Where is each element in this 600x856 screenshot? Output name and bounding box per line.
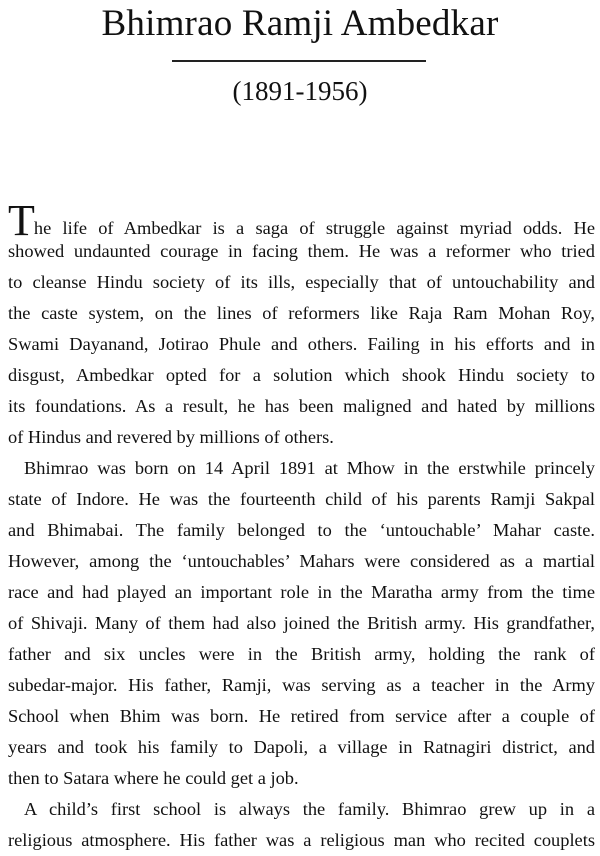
line-text: father and six uncles were in the British army, holding the rank of bbox=[8, 644, 595, 664]
line-text: religious atmosphere. His father was a religious man who recited couplets bbox=[8, 830, 595, 850]
text-line bbox=[8, 701, 595, 732]
line-text: then to Satara where he could get a job. bbox=[8, 768, 299, 788]
line-text: of Hindus and revered by millions of others. bbox=[8, 427, 334, 447]
paragraph bbox=[8, 196, 595, 453]
line-text: its foundations. As a result, he has been maligned and hated by millions bbox=[8, 396, 595, 416]
line-text: the caste system, on the lines of reformers like Raja Ram Mohan Roy, bbox=[8, 303, 595, 323]
text-line bbox=[8, 546, 595, 577]
chapter-title: Bhimrao Ramji Ambedkar bbox=[101, 3, 499, 44]
text-line bbox=[8, 196, 595, 245]
line-text: showed undaunted courage in facing them. He was a reformer who tried bbox=[8, 241, 595, 261]
paragraph bbox=[8, 794, 595, 856]
text-line bbox=[8, 732, 595, 763]
line-text: Bhimrao was born on 14 April 1891 at Mhow in the erstwhile princely bbox=[24, 458, 595, 478]
text-line bbox=[8, 484, 595, 515]
text-line bbox=[8, 329, 595, 360]
text-line bbox=[8, 825, 595, 856]
text-line bbox=[8, 360, 595, 391]
chapter-years: (1891-1956) bbox=[232, 76, 368, 106]
line-text: However, among the ‘untouchables’ Mahars were considered as a martial bbox=[8, 551, 595, 571]
line-text: race and had played an important role in the Maratha army from the time bbox=[8, 582, 595, 602]
line-text: state of Indore. He was the fourteenth child of his parents Ramji Sakpal bbox=[8, 489, 595, 509]
text-line bbox=[8, 422, 595, 453]
paragraph bbox=[8, 453, 595, 794]
drop-cap: T bbox=[8, 196, 35, 245]
line-text: he life of Ambedkar is a saga of struggle against myriad odds. He bbox=[33, 218, 595, 238]
line-text: disgust, Ambedkar opted for a solution which shook Hindu society to bbox=[8, 365, 595, 385]
line-text: subedar-major. His father, Ramji, was serving as a teacher in the Army bbox=[8, 675, 595, 695]
text-line bbox=[8, 577, 595, 608]
line-text: of Shivaji. Many of them had also joined the British army. His grandfather, bbox=[8, 613, 595, 633]
line-text: Swami Dayanand, Jotirao Phule and others. Failing in his efforts and in bbox=[8, 334, 595, 354]
line-text: to cleanse Hindu society of its ills, especially that of untouchability and bbox=[8, 272, 595, 292]
text-line bbox=[8, 763, 595, 794]
text-line bbox=[8, 298, 595, 329]
line-text: School when Bhim was born. He retired from service after a couple of bbox=[8, 706, 595, 726]
text-line bbox=[8, 639, 595, 670]
text-line bbox=[8, 453, 595, 484]
line-text: years and took his family to Dapoli, a village in Ratnagiri district, and bbox=[8, 737, 595, 757]
text-line bbox=[8, 391, 595, 422]
text-line bbox=[8, 794, 595, 825]
body-text bbox=[8, 196, 595, 856]
text-line bbox=[8, 236, 595, 267]
text-line bbox=[8, 670, 595, 701]
text-line bbox=[8, 608, 595, 639]
line-text: A child’s first school is always the family. Bhimrao grew up in a bbox=[24, 799, 595, 819]
text-line bbox=[8, 267, 595, 298]
text-line bbox=[8, 515, 595, 546]
line-text: and Bhimabai. The family belonged to the ‘untouchable’ Mahar caste. bbox=[8, 520, 595, 540]
